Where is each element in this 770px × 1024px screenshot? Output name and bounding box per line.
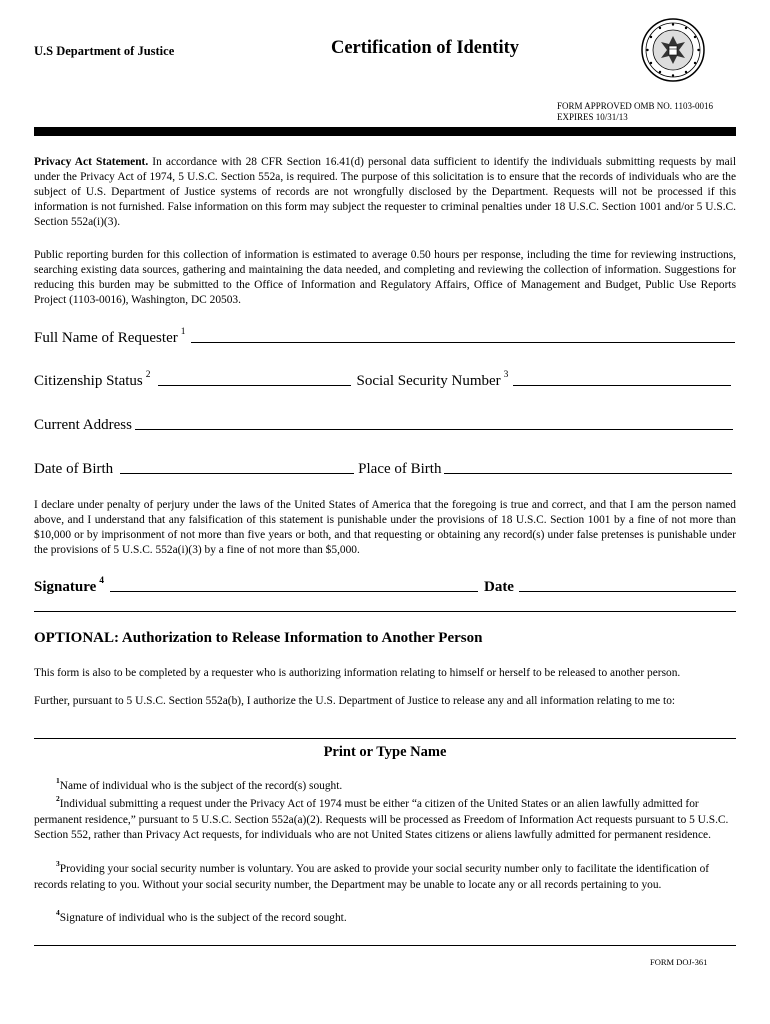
birth-row — [34, 458, 736, 478]
citizenship-ssn-row — [34, 370, 736, 390]
footer-divider — [34, 945, 736, 946]
optional-description: This form is also to be completed by a requester who is authorizing information relating to himself or herself to be released to another person. — [34, 667, 681, 679]
footnote-2: $^2$Individual submitting a request under the Privacy Act of 1974 must be either “a citizen of the United States or an alien lawfully admitted for permanent residence,” pursuant to 5 U.S.C. Section 552a(a)(2). Requests will be processed as Freedom of Information Act requests pursuant to 5 U.S.C. Section 552, rather than Privacy Act requests, for individuals who are not United States citizens or aliens lawfully admitted for permanent residence. — [34, 794, 729, 841]
pob-label: Place of Birth — [358, 461, 442, 477]
privacy-act-statement — [34, 155, 736, 230]
department-name: U.S Department of Justice — [34, 44, 175, 58]
signature-label: Signature $^4$ — [34, 576, 104, 595]
address-field[interactable] — [135, 429, 733, 430]
dob-label: Date of Birth — [34, 461, 114, 477]
doj-seal-icon — [641, 18, 705, 82]
perjury-declaration: I declare under penalty of perjury under the laws of the United States of America that the foregoing is true and correct, and that I am the person named above, and I understand that any falsification of this statement is punishable under the provisions of 18 U.S.C. Section 1001 by a fine of not more than $10,000 or by imprisonment of not more than five years or both, and that requesting or obtaining any record(s) under false pretenses is punishable under the provisions of 5 U.S.C. 552a(i)(3) by a fine of not more than $5,000. — [34, 499, 736, 556]
date-field[interactable] — [519, 591, 736, 592]
privacy-act-heading: Privacy Act Statement. — [34, 156, 149, 168]
ssn-label: Social Security Number $^3$ — [356, 370, 509, 389]
omb-approval — [557, 101, 713, 123]
full-name-label: Full Name of Requester $^1$ — [34, 327, 186, 346]
date-label: Date — [483, 579, 514, 595]
full-name-row — [34, 327, 736, 347]
form-number: FORM DOJ-361 — [650, 957, 708, 967]
pob-field[interactable] — [444, 473, 732, 474]
optional-authorization: Further, pursuant to 5 U.S.C. Section 552a(b), I authorize the U.S. Department of Justice to release any and all information relating to me to: — [34, 695, 676, 707]
footnote-1: $^1$Name of individual who is the subject of the record(s) sought. — [56, 776, 343, 792]
footnote-4: $^4$Signature of individual who is the subject of the record sought. — [56, 908, 347, 924]
optional-section-title: OPTIONAL: Authorization to Release Information to Another Person — [34, 630, 483, 646]
print-name-label: Print or Type Name — [323, 744, 447, 760]
omb-number: FORM APPROVED OMB NO. 1103-0016 — [557, 101, 713, 111]
address-row — [34, 414, 736, 434]
citizenship-field[interactable] — [158, 385, 351, 386]
address-label: Current Address — [34, 417, 132, 433]
citizenship-label: Citizenship Status $^2$ — [34, 370, 151, 389]
footnote-3: $^3$Providing your social security number is voluntary. You are asked to provide your social security number only to facilitate the identification of records relating to you. Without your social security number, the Department may be unable to locate any or all records pertaining to you. — [34, 859, 710, 891]
print-name-field[interactable] — [34, 738, 736, 739]
full-name-field[interactable] — [191, 342, 735, 343]
privacy-act-body: In accordance with 28 CFR Section 16.41(d) personal data sufficient to identify the individuals submitting requests by mail under the Privacy Act of 1974, 5 U.S.C. Section 552a, is required. The purpose of this solicitation is to ensure that the records of individuals who are the subject of U.S. Department of Justice systems of records are not wrongfully disclosed by the Department. Requests will not be processed if this information is not furnished. False information on this form may subject the requester to criminal penalties under 18 U.S.C. Section 1001 and/or 5 U.S.C. Section 552a(i)(3). — [34, 156, 736, 228]
signature-row — [34, 576, 736, 596]
signature-field[interactable] — [110, 591, 478, 592]
burden-statement: Public reporting burden for this collection of information is estimated to average 0.50 hours per response, including the time for reviewing instructions, searching existing data sources, gathering and maintaining the data needed, and completing and reviewing the collection of information. Suggestions for reducing this burden may be submitted to the Office of Information and Regulatory Affairs, Office of Management and Budget, Public Use Reports Project (1103-0016), Washington, DC 20503. — [34, 249, 736, 306]
form-title: Certification of Identity — [330, 38, 520, 58]
section-divider — [34, 611, 736, 612]
dob-field[interactable] — [120, 473, 354, 474]
ssn-field[interactable] — [513, 385, 731, 386]
omb-expiry: EXPIRES 10/31/13 — [557, 112, 628, 122]
header-divider — [34, 127, 736, 136]
